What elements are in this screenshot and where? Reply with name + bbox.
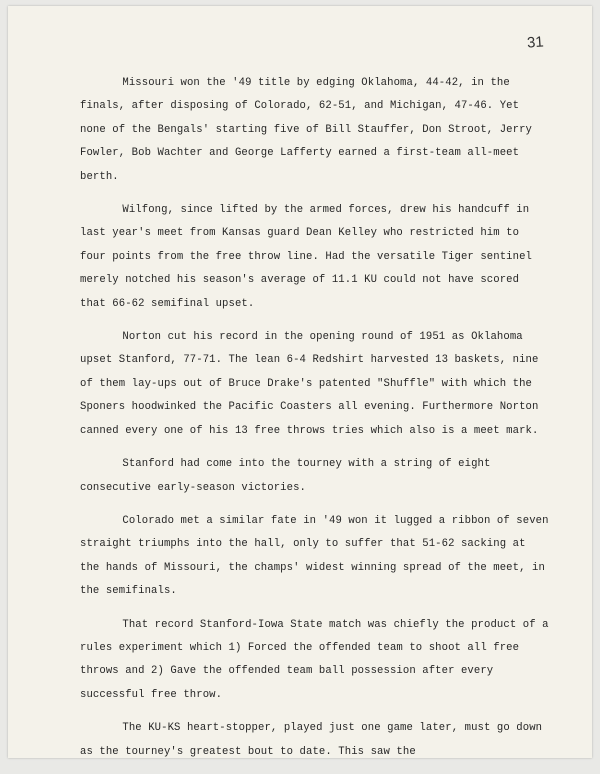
paragraph: Wilfong, since lifted by the armed forces, drew his handcuff in last year's meet from Kansas guard Dean Kelley who restricted him to four points from the free throw line. Had the versatile Tiger sentinel merely notched his season's average of 11.1 KU could not have scored that 66-62 semifinal upset. [80,204,533,310]
paragraph: Stanford had come into the tourney with a string of eight consecutive early-season victories. [80,458,491,494]
paragraph: Missouri won the '49 title by edging Oklahoma, 44-42, in the finals, after disposing of Colorado, 62-51, and Michigan, 47-46. Yet none of the Bengals' starting five of Bill Stauffer, Don Stroot, Jerry Fowler, Bob Wachter and George Lafferty earned a first-team all-meet berth. [80,77,533,183]
body-text [80,72,550,774]
paragraph: Norton cut his record in the opening round of 1951 as Oklahoma upset Stanford, 77-71. The lean 6-4 Redshirt harvested 13 baskets, nine of them lay-ups out of Bruce Drake's patented "Shuffle" with which the Sponers hoodwinked the Pacific Coasters all evening. Furthermore Norton canned every one of his 13 free throws tries which also is a meet mark. [80,331,539,437]
paragraph: That record Stanford-Iowa State match was chiefly the product of a rules experiment which 1) Forced the offended team to shoot all free throws and 2) Gave the offended team ball possession after every successful free throw. [80,618,549,701]
paragraph: Colorado met a similar fate in '49 won it lugged a ribbon of seven straight triumphs into the hall, only to suffer that 51-62 sacking at the hands of Missouri, the champs' widest winning spread of the meet, in the semifinals. [80,514,549,598]
page-number: 31 [526,33,545,52]
paragraph: The KU-KS heart-stopper, played just one game later, must go down as the tourney's greatest bout to date. This saw the [80,722,543,758]
typewritten-page [8,6,592,758]
